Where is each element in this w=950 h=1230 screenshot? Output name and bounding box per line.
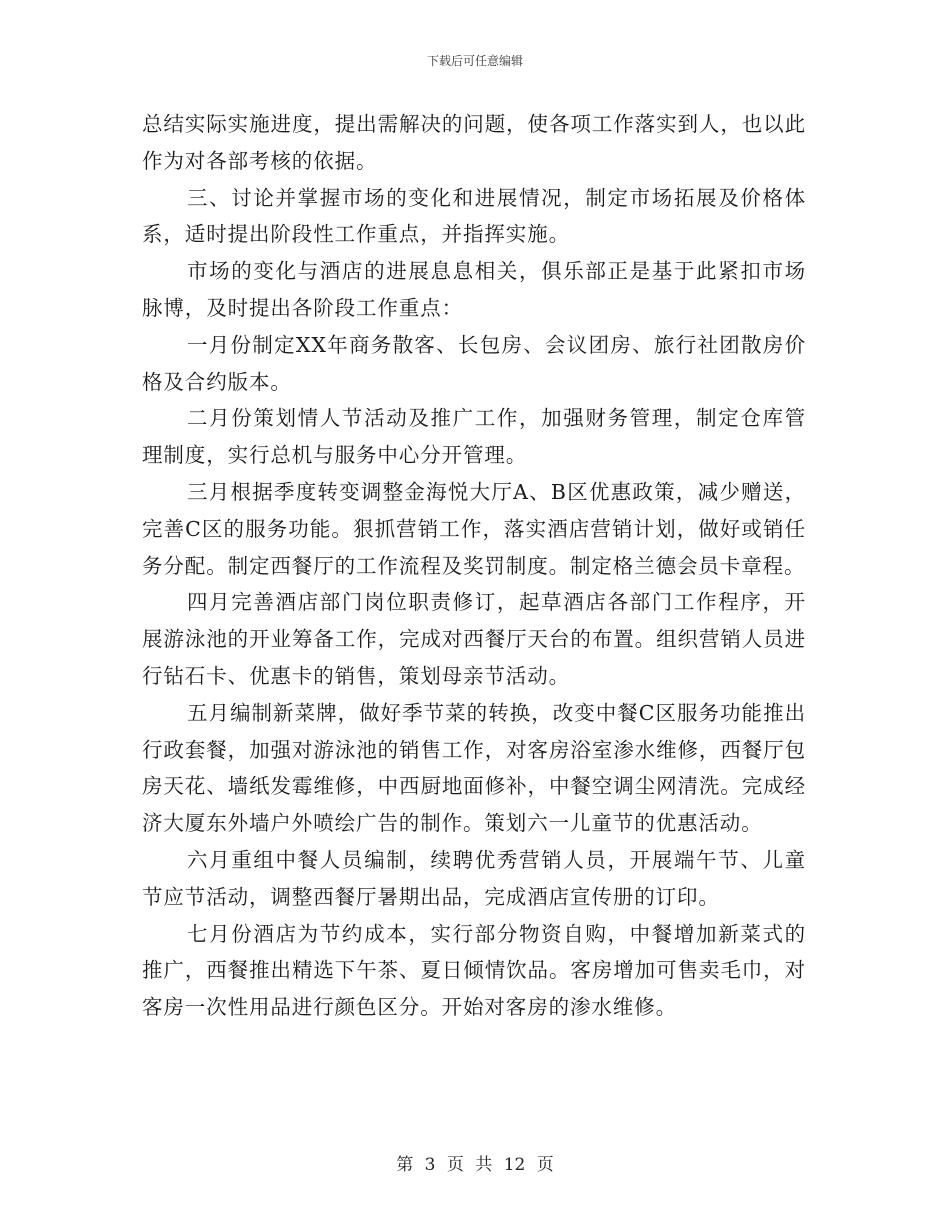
paragraph-january: 一月份制定XX年商务散客、长包房、会议团房、旅行社团散房价格及合约版本。 [142,332,806,394]
page-number-footer: 第 3 页 共 12 页 [396,1155,554,1175]
paragraph-march: 三月根据季度转变调整金海悦大厅A、B区优惠政策，减少赠送，完善C区的服务功能。狠抓营销工作，落实酒店营销计划，做好或销任务分配。制定西餐厅的工作流程及奖罚制度。制定格兰德会员卡章程。 [142,479,806,578]
paragraph-april: 四月完善酒店部门岗位职责修订，起草酒店各部门工作程序，开展游泳池的开业筹备工作，完成对西餐厅天台的布置。组织营销人员进行钻石卡、优惠卡的销售，策划母亲节活动。 [142,590,806,688]
document-body [142,106,806,1026]
paragraph-may: 五月编制新菜牌，做好季节菜的转换，改变中餐C区服务功能推出行政套餐，加强对游泳池的销售工作，对客房浴室渗水维修，西餐厅包房天花、墙纸发霉维修，中西厨地面修补，中餐空调尘网清洗。完成经济大厦东外墙户外喷绘广告的制作。策划六一儿童节的优惠活动。 [142,700,806,836]
paragraph-section-three: 三、讨论并掌握市场的变化和进展情况，制定市场拓展及价格体系，适时提出阶段性工作重点，并指挥实施。 [142,185,806,247]
paragraph-continuation: 总结实际实施进度，提出需解决的问题，使各项工作落实到人，也以此作为对各部考核的依据。 [142,112,806,173]
paragraph-february: 二月份策划情人节活动及推广工作，加强财务管理，制定仓库管理制度，实行总机与服务中心分开管理。 [142,406,806,468]
paragraph-june: 六月重组中餐人员编制，续聘优秀营销人员，开展端午节、儿童节应节活动，调整西餐厅暑期出品，完成酒店宣传册的订印。 [142,847,806,909]
paragraph-july: 七月份酒店为节约成本，实行部分物资自购，中餐增加新菜式的推广，西餐推出精选下午茶、夏日倾情饮品。客房增加可售卖毛巾，对客房一次性用品进行颜色区分。开始对客房的渗水维修。 [142,921,806,1020]
page-header: 下载后可任意编辑 [426,54,523,68]
paragraph-market-intro: 市场的变化与酒店的进展息息相关，俱乐部正是基于此紧扣市场脉博，及时提出各阶段工作重点： [142,259,806,320]
